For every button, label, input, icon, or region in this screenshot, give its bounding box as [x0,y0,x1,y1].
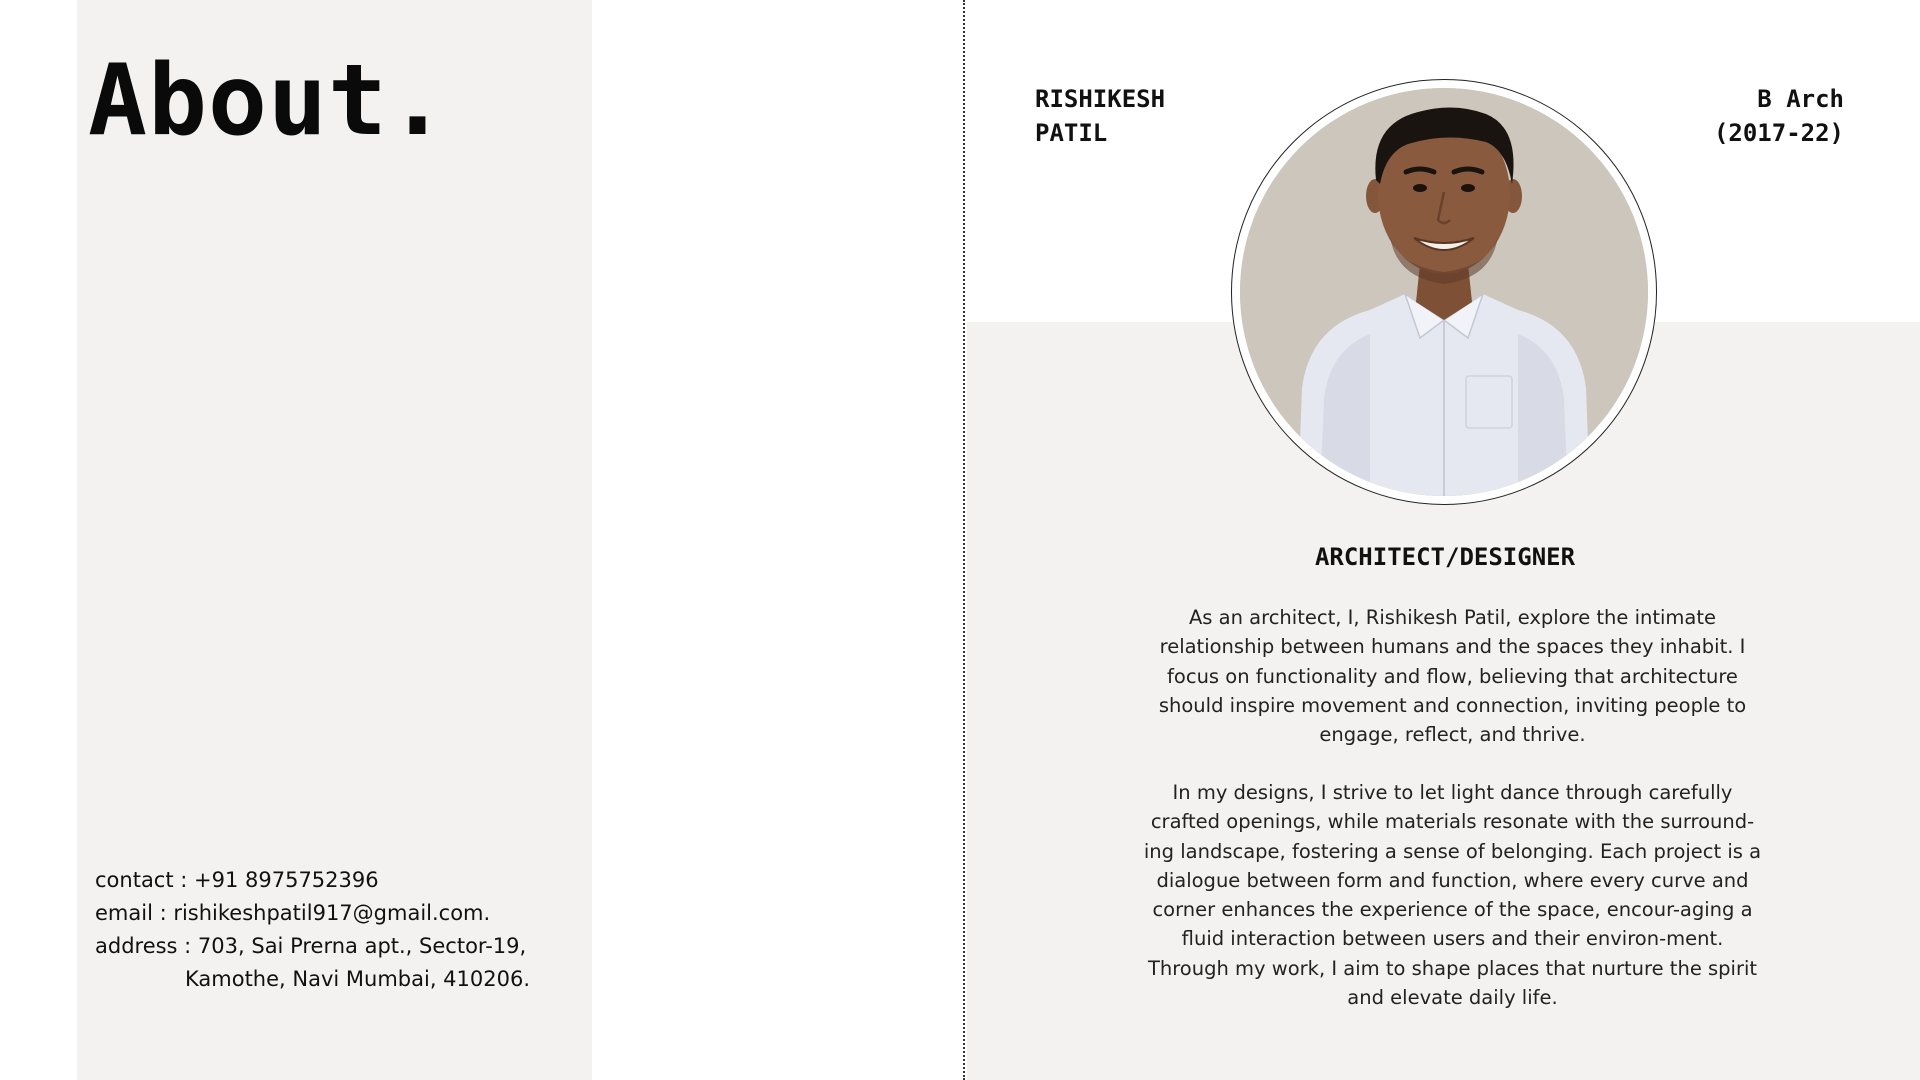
page-title: About. [88,44,449,158]
name-first: RISHIKESH [1035,85,1166,113]
contact-block [95,864,575,996]
degree-years: (2017-22) [1713,119,1844,147]
degree-name: B Arch [1757,85,1844,113]
contact-email: email : rishikeshpatil917@gmail.com. [95,901,491,925]
name-last: PATIL [1035,119,1108,147]
bio-paragraph-2: In my designs, I strive to let light dance through carefully crafted openings, while materials resonate with the surround-ing landscape, fostering a sense of belonging. Each project is a dialogue between form and function, where every curve and corner enhances the experience of the space, encour-aging a fluid interaction between users and their environ-ment. Through my work, I aim to shape places that nurture the spirit and elevate daily life. [1143,781,1762,1010]
page-divider [963,0,965,1080]
role-title: ARCHITECT/DESIGNER [1314,543,1576,571]
bio-paragraph-1: As an architect, I, Rishikesh Patil, explore the intimate relationship between humans and the spaces they inhabit. I focus on functionality and flow, believing that architecture should inspire movement and connection, inviting people to engage, reflect, and thrive. [1158,606,1747,747]
contact-address: address : 703, Sai Prerna apt., Sector-19, [95,934,527,958]
name-block [1035,82,1165,150]
person-portrait-icon [1240,88,1648,496]
contact-address-continued: Kamothe, Navi Mumbai, 410206. [185,967,531,991]
portrait-frame [1231,79,1657,505]
degree-block [1714,82,1844,150]
contact-phone: contact : +91 8975752396 [95,868,379,892]
